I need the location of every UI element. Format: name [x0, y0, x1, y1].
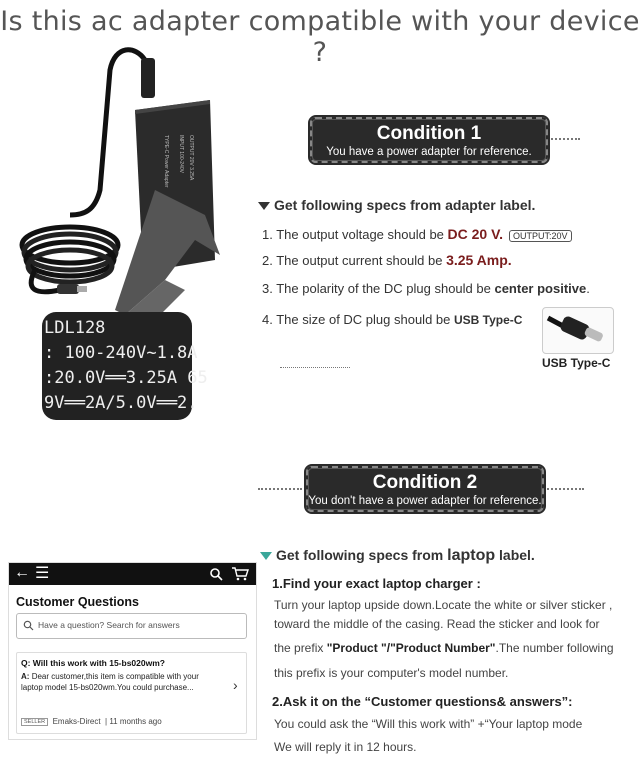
condition2-step1-line1: Turn your laptop upside down.Locate the white or silver sticker ,	[274, 598, 613, 612]
condition1-step2: 2. The output current should be 3.25 Amp.	[262, 252, 512, 268]
condition1-title: Condition 1	[376, 123, 482, 144]
search-icon	[23, 620, 34, 631]
customer-questions-screenshot	[8, 562, 257, 740]
page-title: Is this ac adapter compatible with your device ?	[0, 6, 640, 68]
svg-text:TYPE-C Power Adapter: TYPE-C Power Adapter	[163, 135, 169, 188]
divider	[544, 488, 584, 490]
condition2-step1-title: 1.Find your exact laptop charger :	[272, 576, 481, 591]
condition1-step1: 1. The output voltage should be DC 20 V. OUTPUT:20V	[262, 226, 572, 242]
condition2-step2-line1: You could ask the “Will this work with” +“Your laptop mode	[274, 717, 583, 731]
condition2-step2-title: 2.Ask it on the “Customer questions& answers”:	[272, 694, 573, 709]
adapter-image	[15, 40, 230, 430]
seller-badge: SELLER	[21, 718, 48, 726]
condition2-step2-line2: We will reply it in 12 hours.	[274, 740, 417, 754]
condition2-step1-line2: toward the middle of the casing. Read the sticker and look for	[274, 617, 600, 631]
divider	[280, 367, 350, 368]
answer: A: Dear customer,this item is compatible with your laptop model 15-bs020wm.You could purchase...	[21, 672, 199, 692]
divider	[258, 488, 302, 490]
adapter-label-line4: 9V══2A/5.0V══2.	[44, 393, 198, 413]
time-ago: 11 months ago	[109, 717, 162, 726]
question-card[interactable]	[16, 652, 247, 734]
search-input[interactable]	[16, 613, 247, 639]
condition2-subtitle: You don't have a power adapter for reference.	[308, 495, 542, 507]
usb-c-plug-image	[542, 307, 614, 354]
adapter-label-line2: : 100-240V~1.8A	[44, 343, 198, 363]
condition1-heading: Get following specs from adapter label.	[258, 197, 535, 213]
condition2-title: Condition 2	[372, 472, 478, 493]
condition1-subtitle: You have a power adapter for reference.	[326, 146, 532, 158]
condition2-heading: Get following specs from laptop label.	[260, 547, 535, 565]
condition2-badge	[306, 466, 544, 512]
svg-text:INPUT 100-240V: INPUT 100-240V	[178, 135, 184, 173]
output-box: OUTPUT:20V	[509, 230, 572, 242]
adapter-illustration	[15, 40, 230, 430]
condition2-step1-line4: this prefix is your computer's model number.	[274, 666, 509, 680]
cart-icon[interactable]	[231, 566, 249, 581]
seller-name: Emaks-Direct	[52, 717, 101, 726]
search-icon[interactable]	[209, 567, 223, 581]
triangle-icon	[260, 552, 272, 560]
app-top-bar	[9, 563, 256, 585]
condition2-step1-line3: the prefix "Product "/"Product Number".The number following	[274, 641, 614, 655]
adapter-label-line3: :20.0V══3.25A 65	[44, 368, 208, 388]
menu-icon[interactable]: ☰	[35, 565, 50, 582]
svg-text:OUTPUT 20V 3.25A: OUTPUT 20V 3.25A	[188, 135, 194, 181]
seller-row: SELLER Emaks-Direct | 11 months ago	[21, 717, 162, 726]
divider	[548, 138, 580, 140]
condition1-step3: 3. The polarity of the DC plug should be center positive.	[262, 281, 590, 296]
back-arrow-icon[interactable]: ←	[14, 564, 30, 581]
question-text: Q: Will this work with 15-bs020wm?	[21, 658, 165, 668]
adapter-label-line1: LDL128	[44, 318, 106, 338]
section-title: Customer Questions	[16, 595, 139, 609]
condition1-step4: 4. The size of DC plug should be USB Type-C	[262, 312, 523, 327]
usb-c-label: USB Type-C	[542, 356, 611, 370]
triangle-icon	[258, 202, 270, 210]
search-placeholder: Have a question? Search for answers	[38, 620, 180, 630]
chevron-right-icon[interactable]: ›	[233, 677, 238, 693]
condition1-badge	[310, 117, 548, 163]
